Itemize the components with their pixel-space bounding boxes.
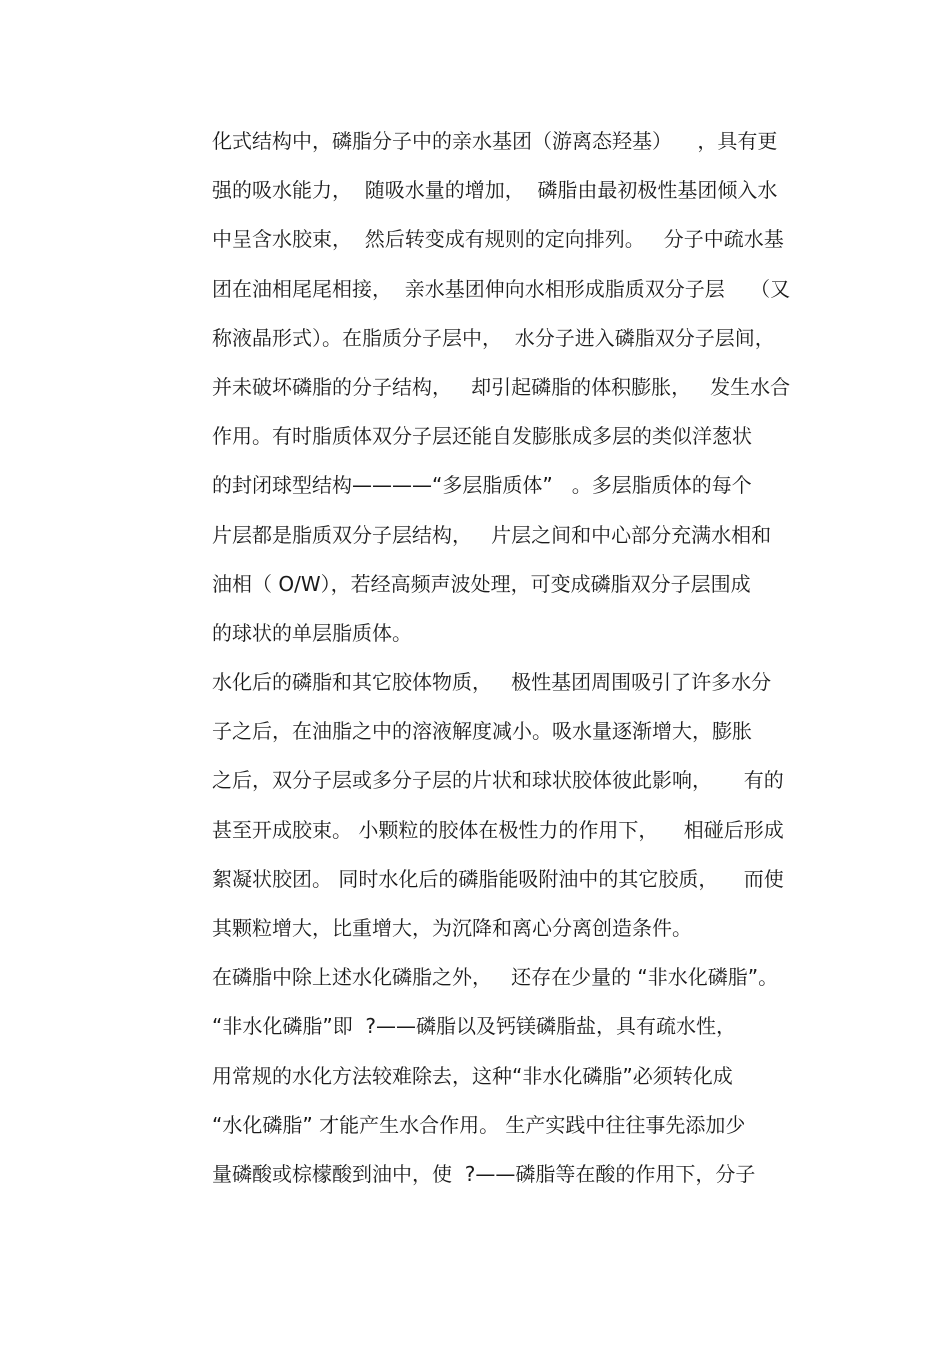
text-line: 在磷脂中除上述水化磷脂之外， 还存在少量的 “非水化磷脂”。 [212, 965, 779, 990]
text-line: 子之后，在油脂之中的溶液解度减小。吸水量逐渐增大，膨胀 [212, 719, 752, 744]
text-line: 其颗粒增大，比重增大，为沉降和离心分离创造条件。 [212, 916, 692, 940]
text-line: 之后，双分子层或多分子层的片状和球状胶体彼此影响， 有的 [212, 768, 784, 793]
text-line: 称液晶形式）。在脂质分子层中， 水分子进入磷脂双分子层间， [212, 325, 775, 350]
text-line: 絮凝状胶团。 同时水化后的磷脂能吸附油中的其它胶质， 而使 [212, 866, 784, 891]
text-line: 强的吸水能力， 随吸水量的增加， 磷脂由最初极性基团倾入水 [212, 178, 778, 203]
text-line: 的封闭球型结构————“多层脂质体” 。多层脂质体的每个 [212, 473, 752, 498]
text-line: 并未破坏磷脂的分子结构， 却引起磷脂的体积膨胀， 发生水合 [212, 374, 791, 399]
text-line: 油相（ O/W），若经高频声波处理，可变成磷脂双分子层围成 [212, 571, 751, 596]
text-line: 作用。有时脂质体双分子层还能自发膨胀成多层的类似洋葱状 [212, 424, 752, 449]
text-line: “非水化磷脂”即 ?——磷脂以及钙镁磷脂盐，具有疏水性， [212, 1014, 737, 1039]
text-line: 中呈含水胶束， 然后转变成有规则的定向排列。 分子中疏水基 [212, 227, 784, 252]
text-line: 片层都是脂质双分子层结构， 片层之间和中心部分充满水相和 [212, 522, 772, 547]
text-line: “水化磷脂” 才能产生水合作用。 生产实践中往往事先添加少 [212, 1112, 746, 1137]
text-line: 量磷酸或棕檬酸到油中，使 ?——磷脂等在酸的作用下，分子 [212, 1161, 756, 1186]
document-body [212, 123, 822, 1205]
text-line: 团在油相尾尾相接， 亲水基团伸向水相形成脂质双分子层 （又 [212, 276, 791, 301]
text-line: 化式结构中，磷脂分子中的亲水基团（游离态羟基） ，具有更 [212, 129, 778, 153]
text-line: 水化后的磷脂和其它胶体物质， 极性基团周围吸引了许多水分 [212, 670, 772, 695]
text-line: 的球状的单层脂质体。 [212, 620, 412, 645]
text-line: 甚至开成胶束。 小颗粒的胶体在极性力的作用下， 相碰后形成 [212, 817, 784, 842]
text-line: 用常规的水化方法较难除去，这种“非水化磷脂”必须转化成 [212, 1063, 733, 1088]
